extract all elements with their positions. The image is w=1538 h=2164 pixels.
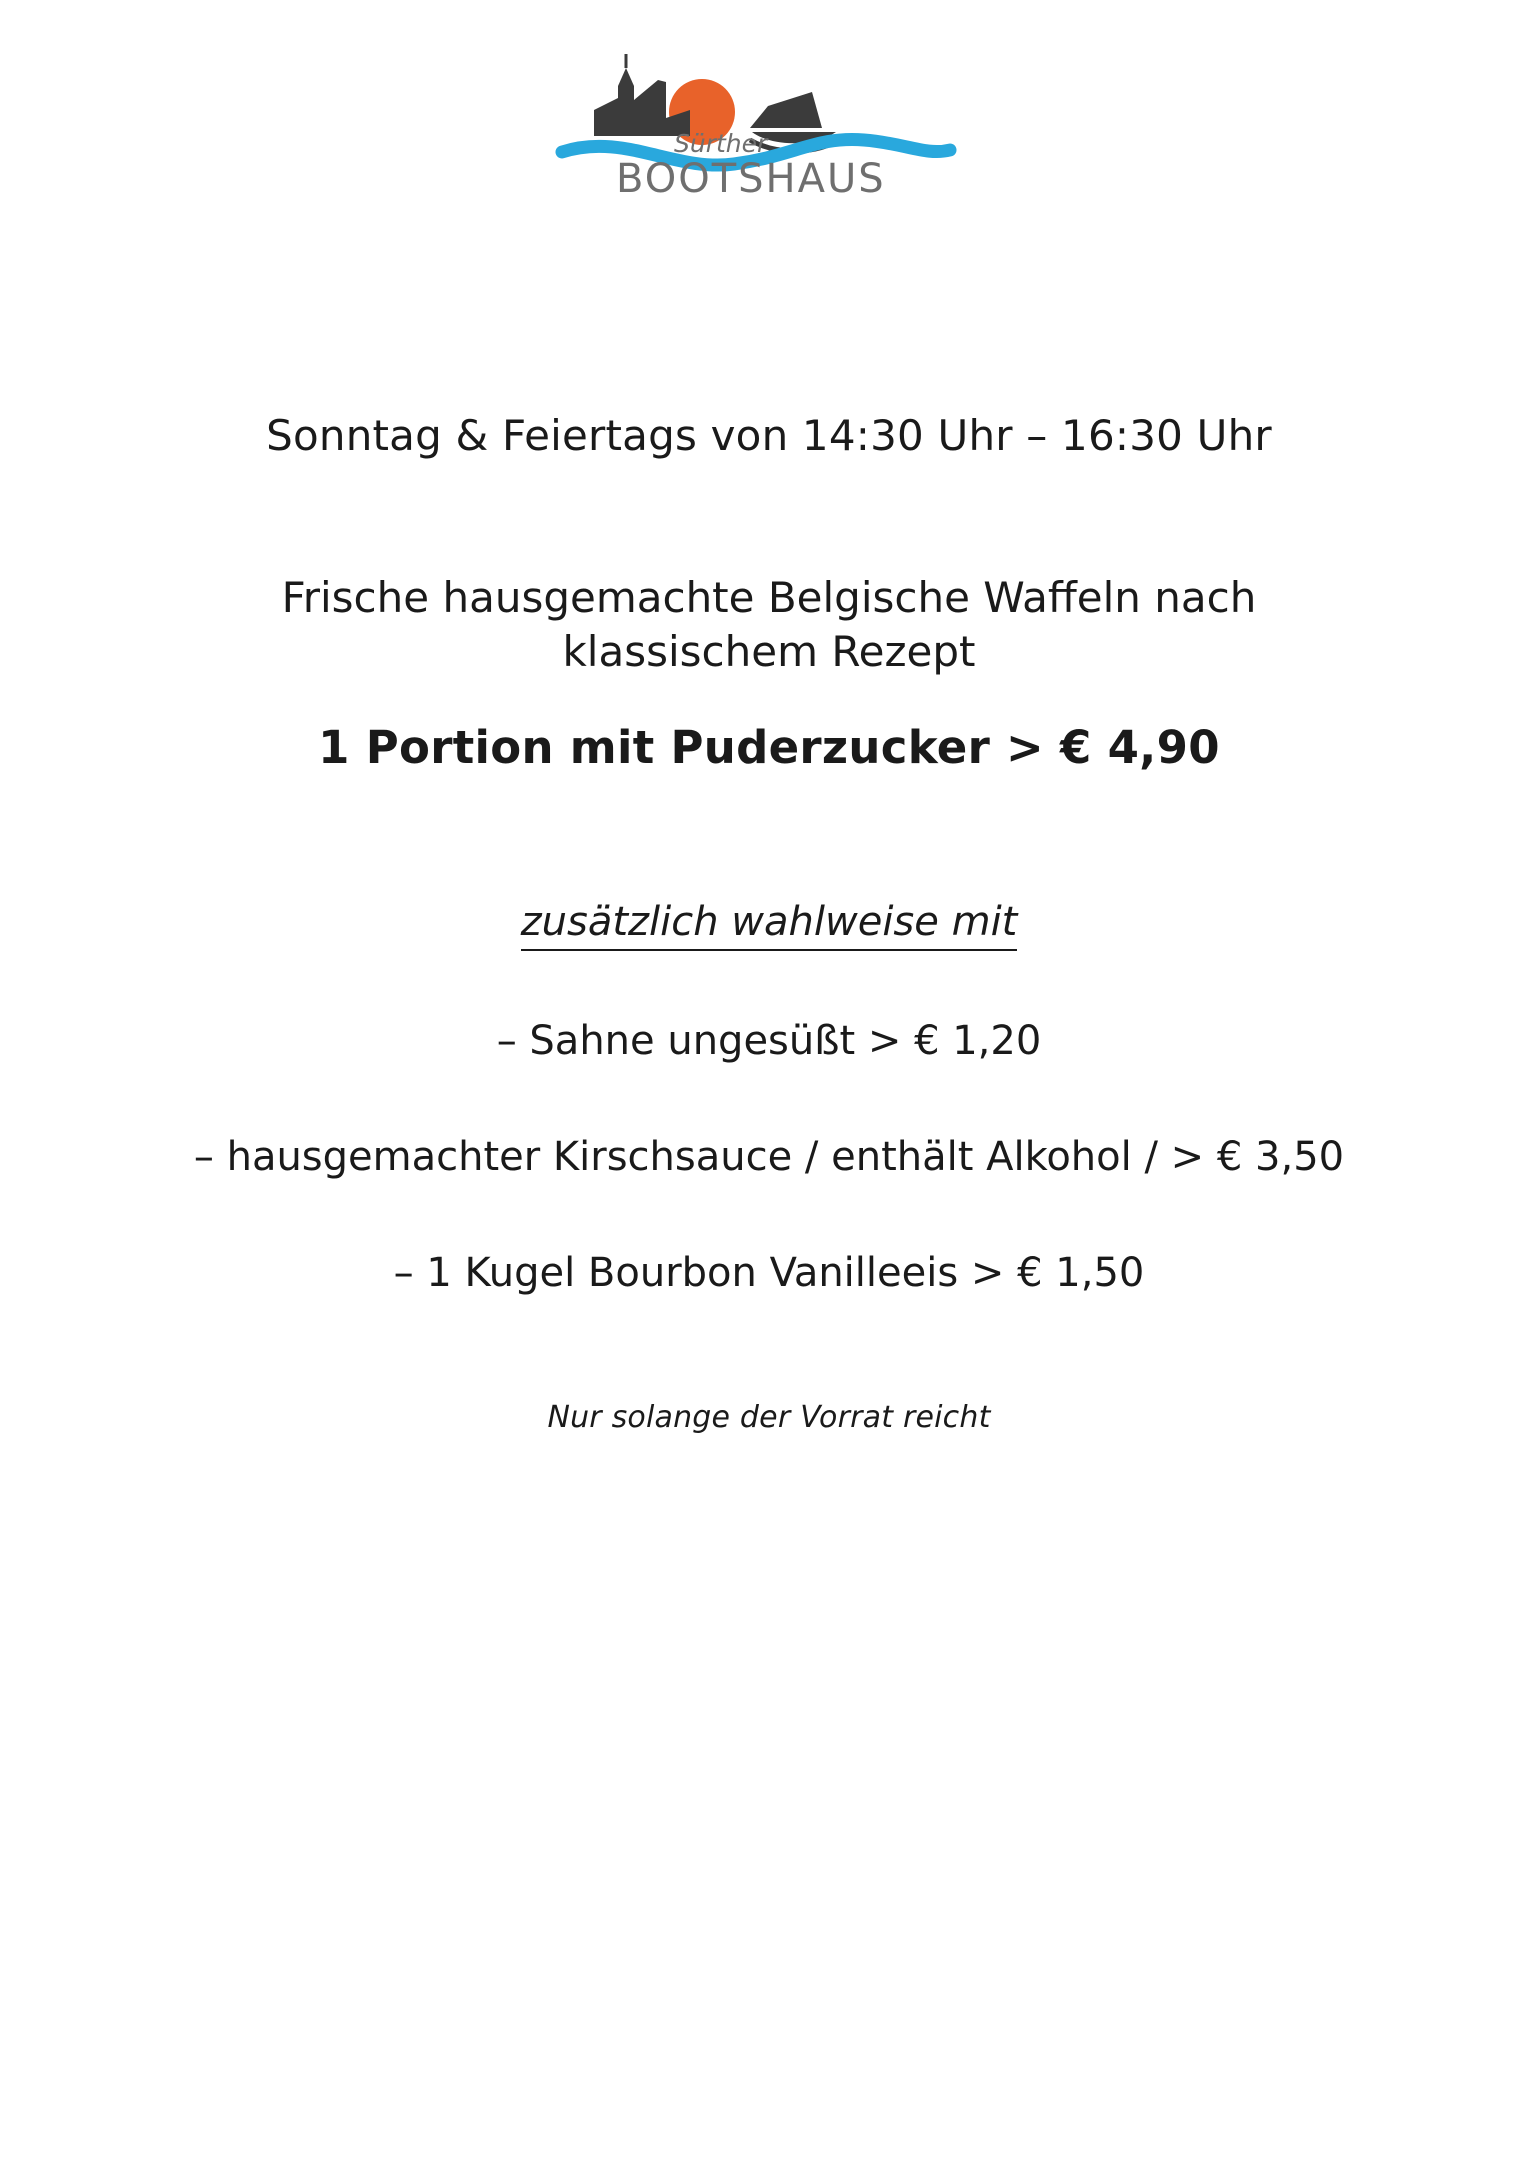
options-heading-text: zusätzlich wahlweise mit	[521, 899, 1018, 951]
footnote: Nur solange der Vorrat reicht	[547, 1400, 991, 1436]
menu-description: Frische hausgemachte Belgische Waffeln nach klassischem Rezept	[281, 572, 1257, 676]
opening-hours: Sonntag & Feiertags von 14:30 Uhr – 16:30 Uhr	[266, 411, 1272, 460]
boathouse-logo	[554, 40, 984, 200]
logo-word-top: Sürther	[674, 129, 768, 158]
option-item-3: – 1 Kugel Bourbon Vanilleeis > € 1,50	[393, 1250, 1145, 1297]
option-item-1: – Sahne ungesüßt > € 1,20	[496, 1018, 1042, 1065]
logo-word-bottom: BOOTSHAUS	[616, 156, 886, 200]
menu-content	[0, 410, 1538, 1437]
options-heading	[0, 897, 1538, 947]
logo-icon	[554, 40, 984, 200]
main-price: 1 Portion mit Puderzucker > € 4,90	[318, 721, 1220, 775]
logo-container	[0, 40, 1538, 200]
option-item-2: – hausgemachter Kirschsauce / enthält Alkohol / > € 3,50	[193, 1134, 1345, 1181]
